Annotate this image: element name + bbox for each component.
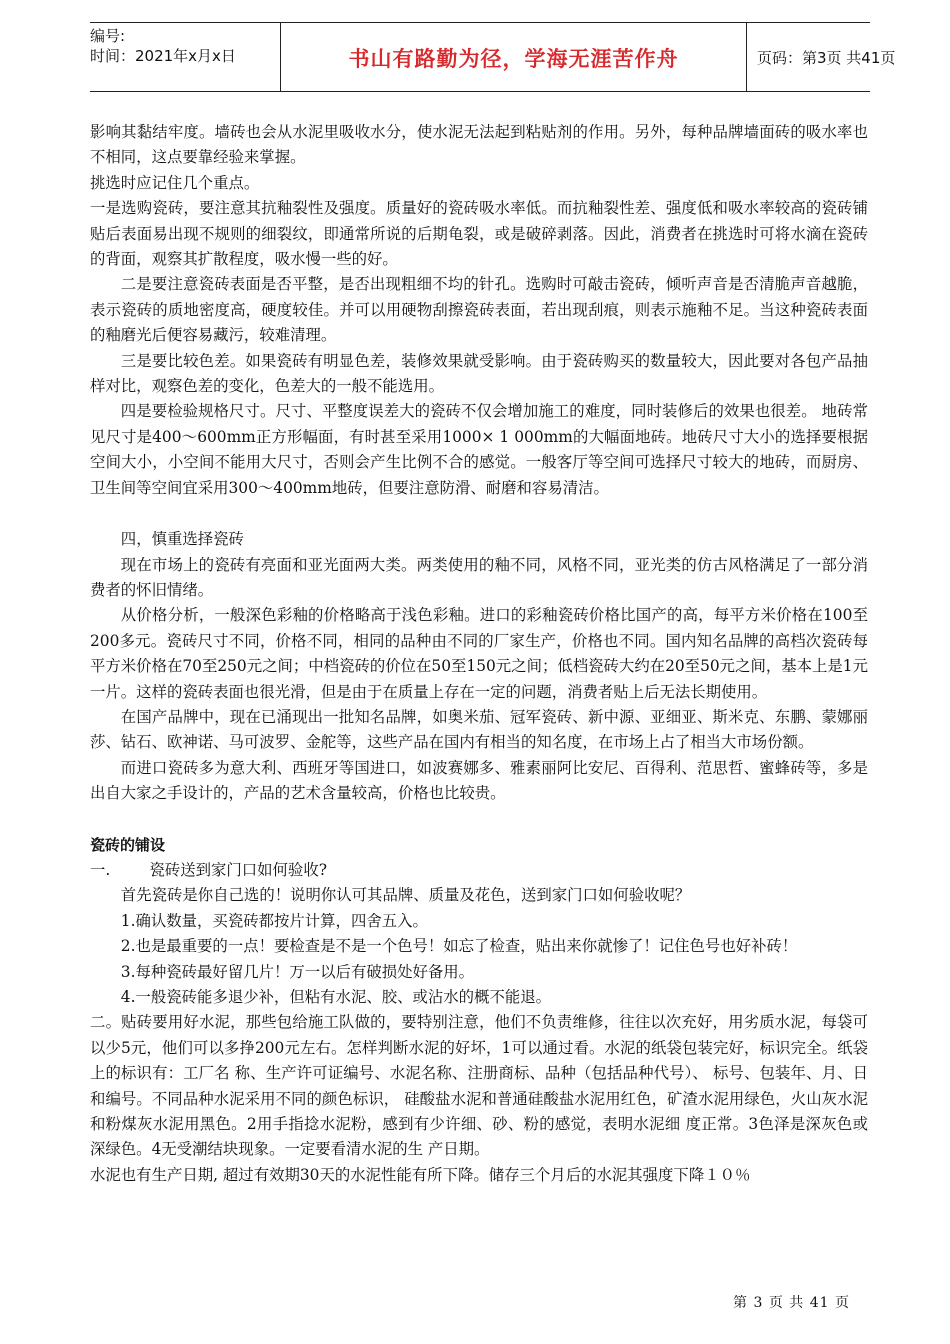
paragraph: 二。贴砖要用好水泥，那些包给施工队做的，要特别注意，他们不负责维修，往往以次充好，用劣质水泥，每袋可以少5元，他们可以多挣200元左右。怎样判断水泥的好坏，1可以通过看。水泥的纸袋包装完好，标识完全。纸袋上的标识有：工厂名 称、生产许可证编号、水泥名称、注册商标、品种（包括品种代号）、 标号、包装年、月、日和编号。不同品种水泥采用不同的颜色标识， 硅酸盐水泥和普通硅酸盐水泥用红色，矿渣水泥用绿色，火山灰水泥和粉煤灰水泥用黑色。2用手指捻水泥粉，感到有少许细、砂、粉的感觉，表明水泥细 度正常。3色泽是深灰色或深绿色。4无受潮结块现象。一定要看清水泥的生 产日期。 xyxy=(90,1013,868,1159)
paragraph: 二是要注意瓷砖表面是否平整，是否出现粗细不均的针孔。选购时可敲击瓷砖，倾听声音是否清脆声音越脆，表示瓷砖的质地密度高，硬度较佳。并可以用硬物刮擦瓷砖表面，若出现刮痕，则表示施釉不足。当这种瓷砖表面的釉磨光后便容易藏污，较难清理。 xyxy=(90,275,868,345)
spacer xyxy=(90,807,868,833)
header-meta xyxy=(90,23,280,91)
time-label: 时间：2021年x月x日 xyxy=(90,47,236,65)
paragraph: 从价格分析，一般深色彩釉的价格略高于浅色彩釉。进口的彩釉瓷砖价格比国产的高，每平方米价格在100至200多元。瓷砖尺寸不同，价格不同，相同的品种由不同的厂家生产，价格也不同。国内知名品牌的高档次瓷砖每平方米价格在70至250元之间；中档瓷砖的价位在50至150元之间；低档瓷砖大约在20至50元之间，基本上是1元一片。这样的瓷砖表面也很光滑，但是由于在质量上存在一定的问题，消费者贴上后无法长期使用。 xyxy=(90,606,868,701)
list-item: 2.也是最重要的一点！要检查是不是一个色号！如忘了检查，贴出来你就惨了！记住色号也好补砖！ xyxy=(120,937,798,956)
spacer xyxy=(90,501,868,527)
section-title: 四，慎重选择瓷砖 xyxy=(120,530,244,549)
page-footer: 第 3 页 共 41 页 xyxy=(733,1295,850,1311)
section-heading: 瓷砖的铺设 xyxy=(90,835,166,854)
paragraph: 四是要检验规格尺寸。尺寸、平整度误差大的瓷砖不仅会增加施工的难度，同时装修后的效果也很差。 地砖常见尺寸是400～600mm正方形幅面，有时甚至采用1000× 1 000mm的大幅面地砖。地砖尺寸大小的选择要根据空间大小，小空间不能用大尺寸，否则会产生比例不合的感觉。一般客厅等空间可选择尺寸较大的地砖，而厨房、卫生间等空间宜采用300～400mm地砖，但要注意防滑、耐磨和容易清洁。 xyxy=(90,402,868,497)
paragraph: 三是要比较色差。如果瓷砖有明显色差，装修效果就受影响。由于瓷砖购买的数量较大，因此要对各包产品抽样对比，观察色差的变化，色差大的一般不能选用。 xyxy=(90,351,868,396)
paragraph: 一是选购瓷砖，要注意其抗釉裂性及强度。质量好的瓷砖吸水率低。而抗釉裂性差、强度低和吸水率较高的瓷砖铺贴后表面易出现不规则的细裂纹，即通常所说的后期龟裂，或是破碎剥落。因此，消费者在挑选时可将水滴在瓷砖的背面，观察其扩散程度，吸水慢一些的好。 xyxy=(90,199,868,269)
list-item: 1.确认数量，买瓷砖都按片计算，四舍五入。 xyxy=(120,911,428,930)
paragraph: 在国产品牌中，现在已涌现出一批知名品牌，如奥米茄、冠军瓷砖、新中源、亚细亚、斯米克、东鹏、蒙娜丽莎、钻石、欧神诺、马可波罗、金舵等，这些产品在国内有相当的知名度，在市场上占了相当大市场份额。 xyxy=(90,707,868,752)
paragraph: 挑选时应记住几个重点。 xyxy=(90,173,260,192)
paragraph: 影响其黏结牢度。墙砖也会从水泥里吸收水分，使水泥无法起到粘贴剂的作用。另外，每种品牌墙面砖的吸水率也不相同，这点要靠经验来掌握。 xyxy=(90,123,868,167)
header-motto-cell xyxy=(280,23,747,91)
paragraph: 而进口瓷砖多为意大利、西班牙等国进口，如波赛娜多、雅素丽阿比安尼、百得利、范思哲、蜜蜂砖等，多是出自大家之手设计的，产品的艺术含量较高，价格也比较贵。 xyxy=(90,758,868,803)
document-body xyxy=(90,120,868,1188)
list-item: 4.一般瓷砖能多退少补，但粘有水泥、胶、或沾水的概不能退。 xyxy=(120,988,552,1006)
header-page-info: 页码：第3页 共41页 xyxy=(757,49,896,67)
serial-label: 编号: xyxy=(90,27,126,45)
page-header xyxy=(90,22,896,92)
motto-text: 书山有路勤为径，学海无涯苦作舟 xyxy=(348,47,679,71)
list-item: 3.每种瓷砖最好留几片！万一以后有破损处好备用。 xyxy=(120,962,475,981)
paragraph: 现在市场上的瓷砖有亮面和亚光面两大类。两类使用的釉不同，风格不同，亚光类的仿古风格满足了一部分消费者的怀旧情绪。 xyxy=(90,555,868,599)
paragraph: 首先瓷砖是你自己选的！说明你认可其品牌、质量及花色，送到家门口如何验收呢？ xyxy=(120,886,691,905)
paragraph: 水泥也有生产日期, 超过有效期30天的水泥性能有所下降。储存三个月后的水泥其强度下降１０％ xyxy=(90,1165,751,1184)
subsection-title: 一. 瓷砖送到家门口如何验收? xyxy=(90,860,327,879)
